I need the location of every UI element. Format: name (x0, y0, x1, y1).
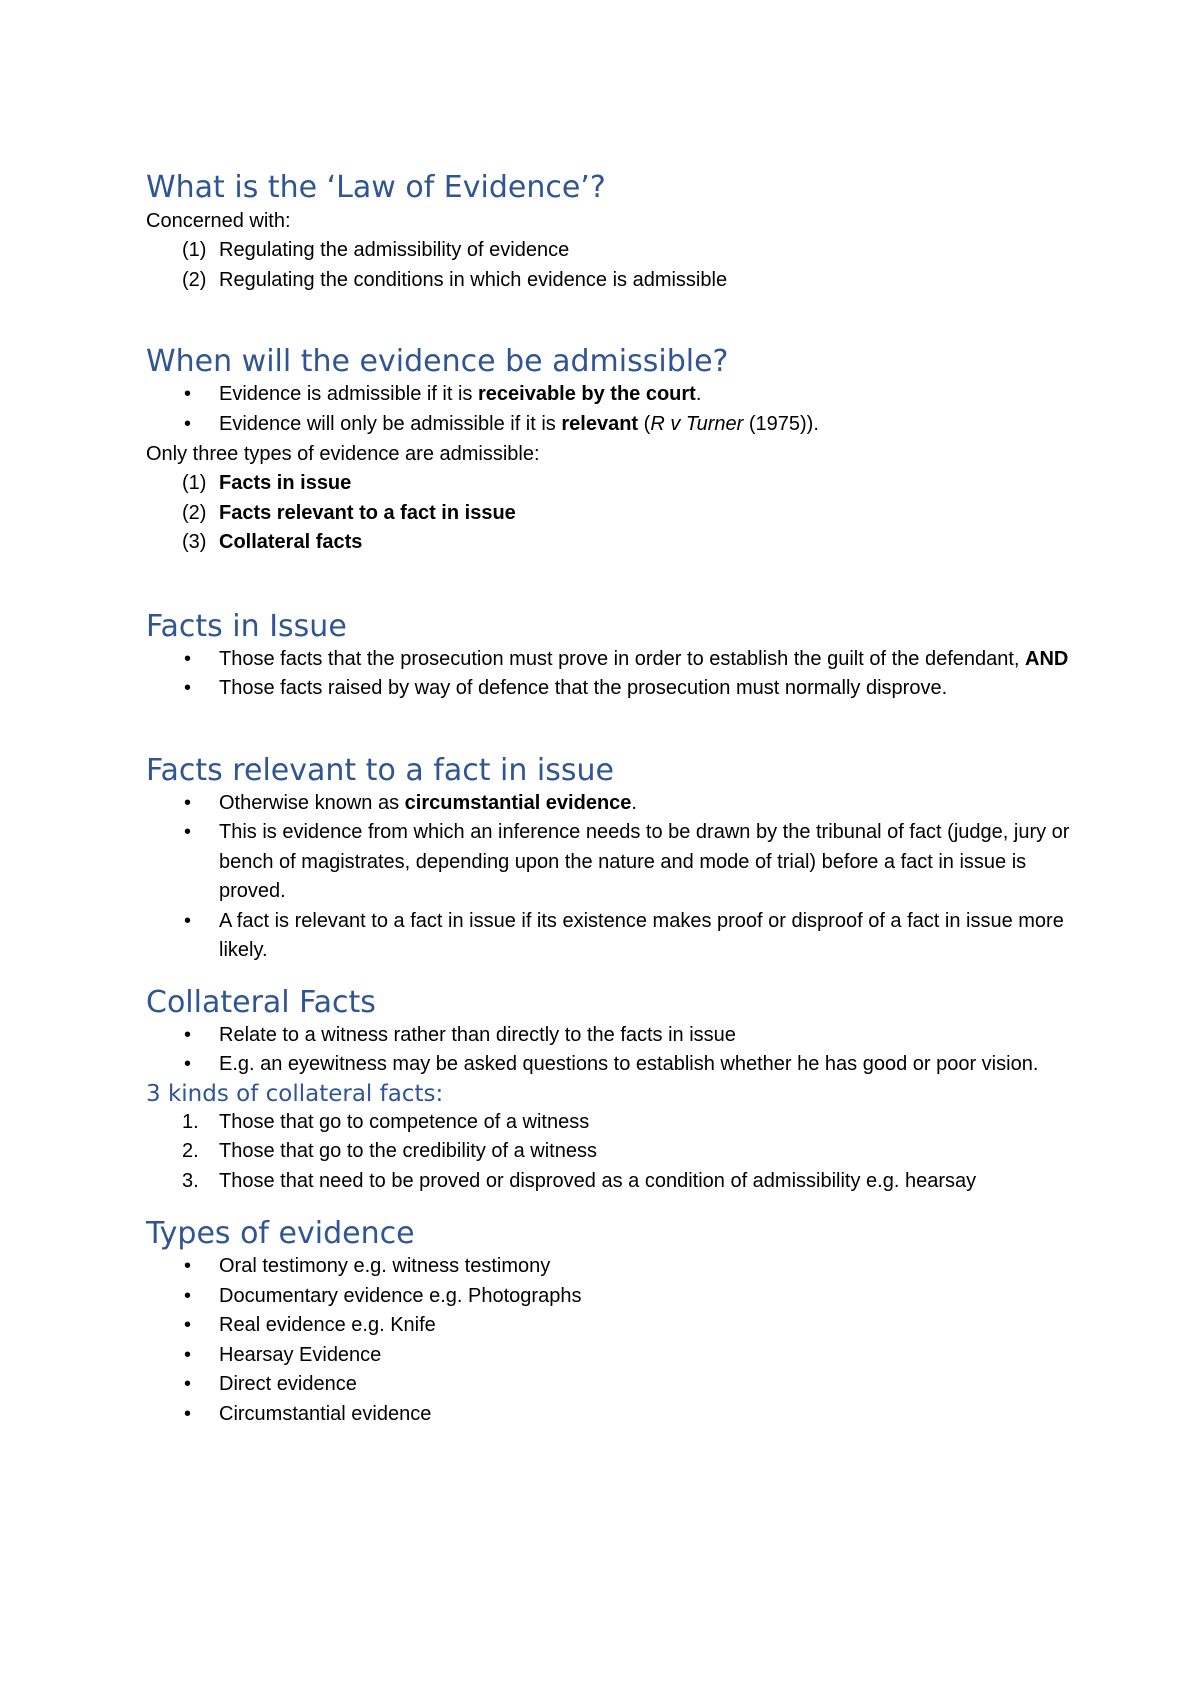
list-marker: 1. (182, 1110, 199, 1133)
list-item-text: Documentary evidence e.g. Photographs (219, 1284, 582, 1307)
text-run: ( (638, 412, 651, 435)
list-item (146, 266, 1086, 296)
list-item (146, 1282, 1086, 1312)
intro-text: Concerned with: (146, 210, 291, 232)
bullet-icon: • (184, 1373, 192, 1395)
list-marker: (1) (182, 472, 207, 494)
section-heading-facts-in-issue: Facts in Issue (146, 608, 347, 644)
bullet-icon: • (184, 1255, 192, 1277)
section-heading-types-of-evidence: Types of evidence (146, 1216, 415, 1251)
facts-in-issue-bullets (146, 645, 1086, 704)
list-item-text: Facts relevant to a fact in issue (219, 501, 516, 524)
list-item-text: Collateral facts (219, 531, 363, 553)
list-item-text: Regulating the admissibility of evidence (219, 239, 570, 261)
bullet-icon: • (184, 1343, 192, 1366)
admissible-bullets (146, 380, 1086, 439)
collateral-kinds-list (146, 1108, 1086, 1197)
facts-relevant-bullets (146, 789, 1086, 966)
admissible-types-list (146, 469, 1086, 558)
list-item-text: This is evidence from which an inference needs to be drawn by the tribunal of fact (judge, jury or bench of magistrates, depending upon the nature and mode of trial) before a fact in issue is proved. (219, 821, 1070, 902)
list-item (146, 1021, 1086, 1051)
list-marker: 3. (182, 1169, 199, 1192)
bullet-icon: • (184, 647, 192, 670)
list-item (146, 907, 1086, 966)
intro-text: Only three types of evidence are admissible: (146, 443, 540, 465)
text-run: (1975)). (743, 412, 819, 435)
list-item (146, 1252, 1086, 1282)
list-item-text: Facts in issue (219, 472, 352, 494)
bullet-icon: • (184, 412, 192, 435)
text-run: Evidence is admissible if it is (219, 383, 478, 405)
collateral-bullets (146, 1021, 1086, 1080)
list-item-text: Those that go to competence of a witness (219, 1110, 590, 1133)
document-content (146, 170, 1086, 1429)
list-item (146, 674, 1086, 704)
list-item (146, 789, 1086, 819)
case-citation: R v Turner (650, 412, 744, 435)
bullet-icon: • (184, 1023, 192, 1046)
list-item-text: Direct evidence (219, 1373, 357, 1395)
list-marker: (1) (182, 239, 207, 261)
list-marker: (3) (182, 531, 207, 553)
list-item (146, 528, 1086, 558)
bullet-icon: • (184, 1053, 192, 1075)
list-item (146, 1400, 1086, 1430)
text-run: Otherwise known as (219, 791, 405, 814)
bullet-icon: • (184, 1284, 192, 1307)
list-item (146, 1311, 1086, 1341)
list-item (146, 1370, 1086, 1400)
list-item-text: Oral testimony e.g. witness testimony (219, 1255, 551, 1277)
bold-text: AND (1025, 647, 1069, 670)
list-item (146, 499, 1086, 529)
subheading-kinds-of-collateral-facts: 3 kinds of collateral facts: (146, 1080, 444, 1107)
list-item-text: Those facts raised by way of defence that the prosecution must normally disprove. (219, 677, 948, 699)
list-marker: 2. (182, 1140, 199, 1162)
text-run: . (695, 383, 702, 405)
list-item (146, 1108, 1086, 1138)
list-item-text: Those that need to be proved or disproved as a condition of admissibility e.g. hearsay (219, 1169, 977, 1192)
bullet-icon: • (184, 677, 192, 699)
list-item-text: Regulating the conditions in which evidence is admissible (219, 268, 728, 291)
text-run: Those facts that the prosecution must prove in order to establish the guilt of the defendant, (219, 647, 1026, 670)
bullet-icon: • (184, 1402, 192, 1425)
list-item (146, 380, 1086, 410)
bold-text: receivable by the court (477, 383, 696, 405)
list-item (146, 469, 1086, 499)
bullet-icon: • (184, 909, 192, 932)
list-item-text: Those that go to the credibility of a witness (219, 1140, 597, 1162)
bullet-icon: • (184, 1314, 192, 1336)
list-item-text: E.g. an eyewitness may be asked questions to establish whether he has good or poor vision. (219, 1053, 1039, 1075)
bullet-icon: • (184, 791, 192, 814)
list-marker: (2) (182, 501, 207, 524)
list-item-text: Relate to a witness rather than directly to the facts in issue (219, 1023, 736, 1046)
list-item (146, 645, 1086, 675)
section-heading-law-of-evidence: What is the ‘Law of Evidence’? (146, 170, 606, 205)
list-item (146, 236, 1086, 266)
list-item (146, 1050, 1086, 1080)
list-marker: (2) (182, 268, 207, 291)
bullet-icon: • (184, 821, 192, 843)
bullet-icon: • (184, 383, 192, 405)
types-of-evidence-bullets (146, 1252, 1086, 1429)
list-item (146, 410, 1086, 440)
concerns-list (146, 236, 1086, 295)
list-item-text: Circumstantial evidence (219, 1402, 432, 1425)
list-item-text: Hearsay Evidence (219, 1343, 382, 1366)
list-item-text: Real evidence e.g. Knife (219, 1314, 436, 1336)
list-item (146, 818, 1086, 907)
section-heading-collateral-facts: Collateral Facts (146, 984, 376, 1020)
section-heading-facts-relevant: Facts relevant to a fact in issue (146, 752, 614, 788)
bold-text: relevant (561, 412, 639, 435)
list-item (146, 1341, 1086, 1371)
bold-text: circumstantial evidence (404, 791, 632, 814)
list-item (146, 1167, 1086, 1197)
list-item (146, 1137, 1086, 1167)
list-item-text: A fact is relevant to a fact in issue if its existence makes proof or disproof of a fact in issue more likely. (219, 909, 1064, 961)
text-run: Evidence will only be admissible if it is (219, 412, 562, 435)
text-run: . (631, 791, 637, 814)
section-heading-admissible: When will the evidence be admissible? (146, 344, 729, 379)
